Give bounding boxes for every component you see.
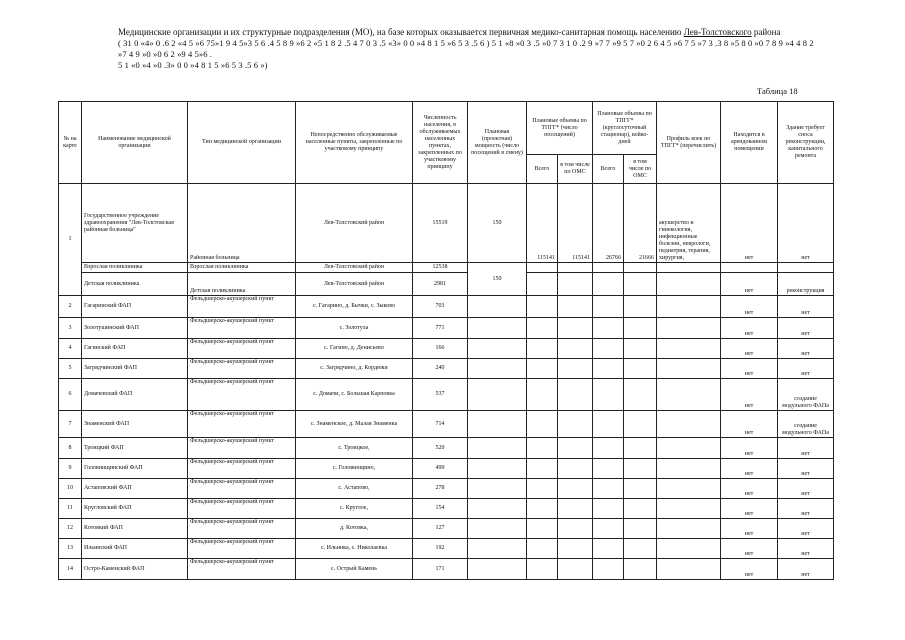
cell-name: Детская поликлиника [82,273,188,296]
header-days-total: Всего [593,155,624,184]
cell-type: Фельдшерско-акушерский пункт [188,411,296,438]
cell-days-total [593,539,624,559]
cell-capacity [468,459,527,479]
cell-served: с. Троицкое, [296,438,413,459]
cell-population: 771 [413,318,468,339]
header-profile: Профиль коек по ТПГГ* (перечислить) [657,102,721,184]
cell-population: 166 [413,339,468,359]
cell-population: 520 [413,438,468,459]
cell-visits-oms [558,296,593,318]
cell-population: 171 [413,559,468,580]
cell-capacity [468,339,527,359]
cell-num: 9 [59,459,82,479]
cell-population: 240 [413,359,468,379]
table-row [59,459,834,479]
cell-visits-total [527,359,558,379]
cell-num: 7 [59,411,82,438]
cell-rented: нет [721,273,778,296]
cell-served: с. Острый Камень [296,559,413,580]
cell-capacity [468,559,527,580]
cell-days-total [593,479,624,499]
cell-visits-oms: 115141 [558,184,593,263]
cell-capacity: 150 [468,263,527,296]
cell-name: Кругловский ФАП [82,499,188,519]
cell-days-total [593,296,624,318]
header-tpgg-visits: Плановые объемы по ТПГГ* (число посещений) [527,102,593,155]
cell-capacity [468,479,527,499]
cell-population: 192 [413,539,468,559]
cell-served: с. Круглое, [296,499,413,519]
header-population: Численность населения, в обслуживаемых населенных пунктах, закрепленных по участковому принципу [413,102,468,184]
cell-visits-oms [558,318,593,339]
table-row [59,438,834,459]
organizations-table [58,101,834,580]
cell-days-total [593,359,624,379]
cell-type: Детская поликлиника [188,273,296,296]
cell-capacity [468,411,527,438]
cell-days-oms [624,559,657,580]
cell-name: Ильинский ФАП [82,539,188,559]
cell-days-oms [624,539,657,559]
cell-name: Взрослая поликлиника [82,263,188,273]
cell-repair: нет [778,479,834,499]
cell-days-total [593,499,624,519]
cell-capacity [468,296,527,318]
cell-name: Астаповский ФАП [82,479,188,499]
table-number: Таблица 18 [757,86,798,96]
cell-visits-total [527,479,558,499]
cell-population: 154 [413,499,468,519]
cell-served: д. Котовка, [296,519,413,539]
cell-num: 5 [59,359,82,379]
header-served: Непосредственно обслуживаемые населенные пункты, закрепленные по участковому принципу [296,102,413,184]
cell-population: 127 [413,519,468,539]
cell-served: Лев-Толстовский район [296,184,413,263]
cell-repair: нет [778,559,834,580]
table-row [59,411,834,438]
cell-name: Гагаринский ФАП [82,296,188,318]
table-row [59,379,834,411]
cell-profile [657,539,721,559]
table-row [59,296,834,318]
cell-days-oms [624,459,657,479]
cell-population: 714 [413,411,468,438]
cell-type: Фельдшерско-акушерский пункт [188,296,296,318]
cell-visits-oms [558,438,593,459]
cell-name: Знаменский ФАП [82,411,188,438]
cell-name: Головинщинский ФАП [82,459,188,479]
cell-repair: нет [778,539,834,559]
cell-profile [657,559,721,580]
cell-capacity: 150 [468,184,527,263]
header-visits-oms: в том числе по ОМС [558,155,593,184]
cell-served: с. Знаменское, д. Малая Знаменка [296,411,413,438]
cell-served: с. Астапово, [296,479,413,499]
cell-days-total [593,559,624,580]
cell-profile [657,296,721,318]
cell-days-oms [624,318,657,339]
cell-name: Остро-Каменский ФАП [82,559,188,580]
cell-type: Фельдшерско-акушерский пункт [188,438,296,459]
cell-visits-total [527,438,558,459]
cell-type: Фельдшерско-акушерский пункт [188,359,296,379]
cell-visits-oms [558,411,593,438]
cell-served: с. Ильинка, с. Николаевка [296,539,413,559]
cell-days-oms: 21666 [624,184,657,263]
cell-days-total [593,379,624,411]
cell-rented: нет [721,318,778,339]
cell-repair: нет [778,339,834,359]
document-heading [118,27,818,38]
cell-visits-oms [558,499,593,519]
cell-days-oms [624,519,657,539]
table-row [59,559,834,580]
cell-profile [657,359,721,379]
heading-suffix: района [751,27,781,37]
cell-num: 10 [59,479,82,499]
cell-profile [657,411,721,438]
cell-served: с. Золотуха [296,318,413,339]
cell-repair: реконструкция [778,273,834,296]
cell-num: 14 [59,559,82,580]
header-name: Наименование медицинской организации [82,102,188,184]
table-row [59,499,834,519]
cell-visits-oms [558,559,593,580]
cell-capacity [468,499,527,519]
cell-rented: нет [721,339,778,359]
cell-rented: нет [721,459,778,479]
cell-num: 4 [59,339,82,359]
cell-days-oms [624,359,657,379]
cell-population: 12538 [413,263,468,273]
cell-name: Гагинский ФАП [82,339,188,359]
cell-visits-oms [558,459,593,479]
cell-days-total [593,411,624,438]
cell-days-total [593,318,624,339]
cell-type: Взрослая поликлиника [188,263,296,273]
cell-profile [657,479,721,499]
cell-type: Фельдшерско-акушерский пункт [188,459,296,479]
cell-days-total [593,519,624,539]
cell-num: 3 [59,318,82,339]
cell-repair: создание модульного ФАПа [778,411,834,438]
cell-profile: акушерство и гинекология, инфекционные болезни, неврологи, педиатрия, терапия, хирургия, [657,184,721,263]
table-row [59,539,834,559]
cell-capacity [468,359,527,379]
table-row [59,479,834,499]
cell-visits-oms [558,339,593,359]
cell-days-oms [624,479,657,499]
cell-capacity [468,438,527,459]
cell-repair: нет [778,318,834,339]
cell-visits-oms [558,479,593,499]
cell-capacity [468,318,527,339]
cell-served: с. Головинщино, [296,459,413,479]
cell-rented [721,263,778,273]
cell-repair: нет [778,184,834,263]
header-days-oms: в том числе по ОМС [624,155,657,184]
cell-visits-total [527,459,558,479]
header-num: № на карте [59,102,82,184]
cell-repair: нет [778,359,834,379]
header-repair: Здание требует сноса реконструкции, капитального ремонта [778,102,834,184]
cell-visits-total [527,411,558,438]
cell-profile [657,438,721,459]
cell-type: Фельдшерско-акушерский пункт [188,519,296,539]
cell-capacity [468,379,527,411]
cell-days-oms [624,296,657,318]
cell-population: 499 [413,459,468,479]
table-row-main-org [59,184,834,263]
table-row [59,519,834,539]
cell-num: 8 [59,438,82,459]
cell-days-total [593,339,624,359]
fap-rows [59,296,834,580]
cell-num: 2 [59,296,82,318]
cell-name: Загрядчинский ФАП [82,359,188,379]
cell-profile [657,339,721,359]
cell-repair: нет [778,438,834,459]
cell-visits-total [527,539,558,559]
cell-days-oms [624,499,657,519]
cell-type: Фельдшерско-акушерский пункт [188,318,296,339]
cell-rented: нет [721,296,778,318]
cell-rented: нет [721,379,778,411]
cell-repair: нет [778,499,834,519]
cell-visits-total [527,318,558,339]
cell-name: Троицкий ФАП [82,438,188,459]
cell-num: 13 [59,539,82,559]
cell-population: 15519 [413,184,468,263]
heading-district: Лев-Толстовского [683,27,752,37]
cell-visits-total: 115141 [527,184,558,263]
cell-profile [657,499,721,519]
cell-capacity [468,519,527,539]
cell-num: 11 [59,499,82,519]
cell-visits-oms [558,539,593,559]
cell-type: Фельдшерско-акушерский пункт [188,559,296,580]
cell-served: Лев-Толстовский район [296,273,413,296]
table-row [59,359,834,379]
cell-repair: нет [778,296,834,318]
cell-served: Лев-Толстовский район [296,263,413,273]
cell-type: Фельдшерско-акушерский пункт [188,539,296,559]
cell-rented: нет [721,539,778,559]
cell-days-total [593,459,624,479]
cell-name: Государственное учреждение здравоохранения "Лев-Толстовская районная больница" [82,184,188,263]
table-row-sub-unit [59,263,834,273]
cell-visits-oms [558,359,593,379]
cell-type: Фельдшерско-акушерский пункт [188,339,296,359]
cell-population: 2981 [413,273,468,296]
cell-name: Котовкий ФАП [82,519,188,539]
cell-visits-total [527,519,558,539]
cell-days-total [593,438,624,459]
cell-visits-total [527,379,558,411]
cell-profile [657,379,721,411]
cell-type: Фельдшерско-акушерский пункт [188,499,296,519]
table-row [59,339,834,359]
cell-days-oms [624,379,657,411]
cell-num: 6 [59,379,82,411]
cell-population: 537 [413,379,468,411]
cell-days-oms [624,411,657,438]
cell-rented: нет [721,184,778,263]
cell-visits-total [527,296,558,318]
cell-rented: нет [721,411,778,438]
cell-repair [778,263,834,273]
cell-served: с. Загрядчино, д. Кордюки [296,359,413,379]
cell-population: 703 [413,296,468,318]
cell-profile [657,318,721,339]
cell-repair: нет [778,459,834,479]
cell-rented: нет [721,438,778,459]
table-row [59,318,834,339]
heading-text: Медицинские организации и их структурные подразделения (МО), на базе которых оказывается первичная медико-санитарная помощь населению [118,27,684,37]
cell-visits-total [527,499,558,519]
header-type: Тип медицинской организации [188,102,296,184]
cell-num: 1 [59,184,82,296]
cell-name: Домачевский ФАП [82,379,188,411]
cell-rented: нет [721,559,778,580]
header-visits-total: Всего [527,155,558,184]
cell-num: 12 [59,519,82,539]
cell-repair: создание модульного ФАПа [778,379,834,411]
header-capacity: Плановая (проектная) мощность (число посещений в смену) [468,102,527,184]
cell-served: с. Домачи, с. Большая Карповка [296,379,413,411]
cell-rented: нет [721,479,778,499]
cell-days-total: 26766 [593,184,624,263]
cell-rented: нет [721,359,778,379]
cell-rented: нет [721,499,778,519]
cell-visits-oms [558,379,593,411]
cell-population: 278 [413,479,468,499]
header-rented: Находится в арендованном помещении [721,102,778,184]
cell-type: Районная больница [188,184,296,263]
cell-name: Золотушинский ФАП [82,318,188,339]
cell-repair: нет [778,519,834,539]
cell-visits-total [527,339,558,359]
cell-rented: нет [721,519,778,539]
cell-profile [657,519,721,539]
cell-visits-oms [558,519,593,539]
cell-served: с. Гагино, д. Денисьево [296,339,413,359]
garbled-text-line: ( 31 0 «4» 0 .6 2 «4 5 »6 75»1 9 4 5»3 5 6 .4 5 8 9 »6 2 «5 1 8 2 .5 4 7 0 3 .5 «3» 0 0 »4 8 1 5 »6 5 3 .5 6 ) 5 1 «8 »0 3 .5 »0 7 3 1 0 .2 9 »7 7 »9 5 7 »0 2 6 4 5 »6 7 5 »7 3 .3 8 »5 8 0 »0 7 8 9 »4 4 8 2 »7 4 9 »0 »0 6 2 »9 4 5»6 . 5 1 «0 »4 »0 .3» 0 0 »4 8 1 5 »6 5 3 .5 6 ») [118,38,814,70]
cell-profile [657,459,721,479]
cell-type: Фельдшерско-акушерский пункт [188,379,296,411]
cell-capacity [468,539,527,559]
cell-days-oms [624,339,657,359]
cell-served: с. Гагарино, д. Бычки, с. Зыково [296,296,413,318]
cell-visits-total [527,559,558,580]
cell-days-oms [624,438,657,459]
table-row-sub-unit [59,273,834,296]
header-tpgg-days: Плановые объемы по ТПГГ* (круглосуточный стационар), койко-дней [593,102,657,155]
cell-type: Фельдшерско-акушерский пункт [188,479,296,499]
